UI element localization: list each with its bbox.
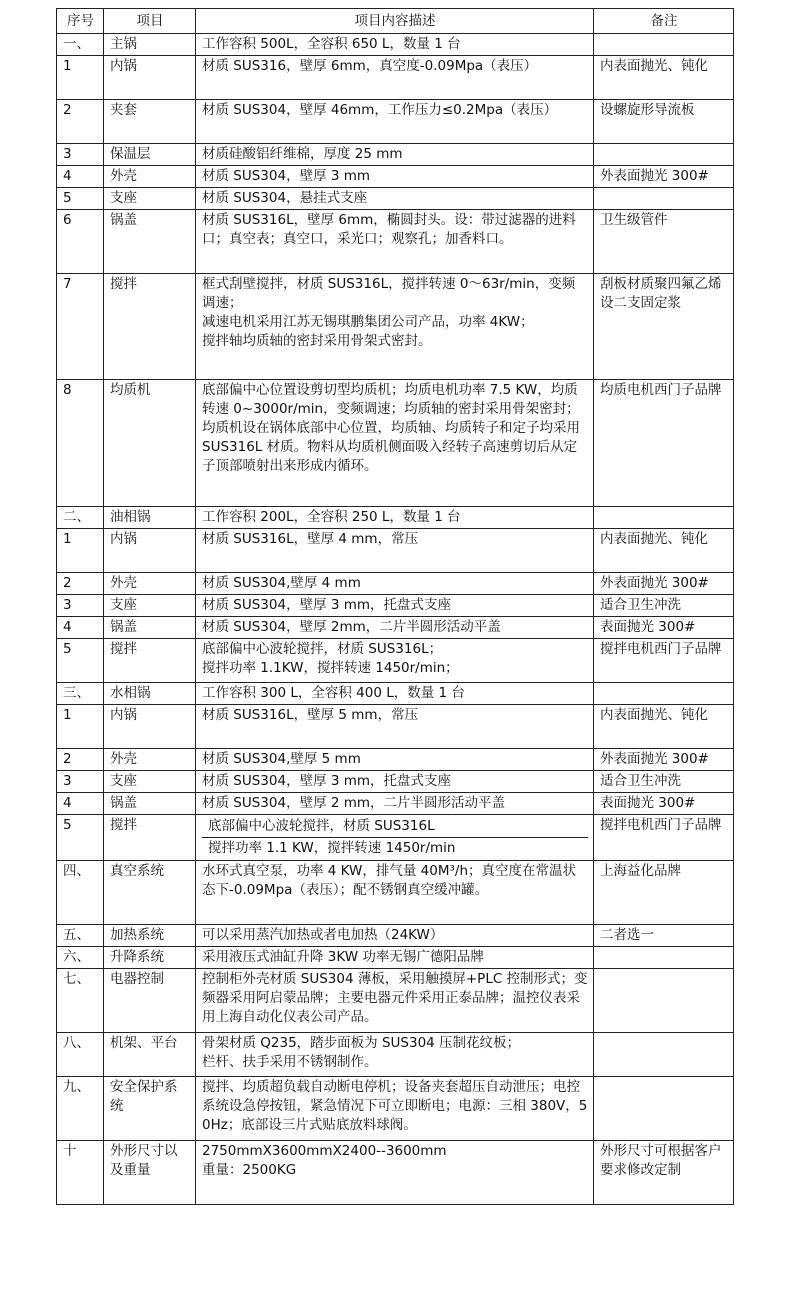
row-note: 卫生级管件: [594, 210, 734, 274]
row-item: 内锅: [104, 56, 196, 100]
row-note: 适合卫生冲洗: [594, 771, 734, 793]
row-description: [196, 529, 594, 573]
description-line: 工作容积 200L，全容积 250 L，数量 1 台: [202, 509, 461, 525]
row-note: [594, 947, 734, 969]
row-description: [196, 639, 594, 683]
description-line: 搅拌功率 1.1KW，搅拌转速 1450r/min；: [202, 660, 459, 676]
row-number: 8: [57, 380, 104, 507]
row-note: 内表面抛光、钝化: [594, 56, 734, 100]
row-item: 外壳: [104, 749, 196, 771]
table-header-row: [57, 9, 734, 34]
row-note: 二者选一: [594, 925, 734, 947]
description-line: 材质 SUS304，壁厚 46mm，工作压力≤0.2Mpa（表压）: [202, 102, 558, 118]
row-item: 搅拌: [104, 274, 196, 380]
table-row: [57, 771, 734, 793]
row-description: [196, 573, 594, 595]
row-note: 均质电机西门子品牌: [594, 380, 734, 507]
table-row: [57, 1033, 734, 1077]
description-line: 2750mmX3600mmX2400--3600mm: [202, 1143, 447, 1159]
row-description: [196, 100, 594, 144]
description-line: 搅拌功率 1.1 KW，搅拌转速 1450r/min: [202, 837, 588, 859]
row-description: [196, 771, 594, 793]
description-line: 控制柜外壳材质 SUS304 薄板，采用触摸屏+PLC 控制形式；变频器采用阿启蒙品牌；主要电器元件采用正泰品牌；温控仪表采用上海自动化仪表公司产品。: [202, 971, 588, 1025]
row-note: [594, 507, 734, 529]
description-line: 材质 SUS304，壁厚 3 mm，托盘式支座: [202, 773, 452, 789]
description-line: 材质 SUS304,壁厚 5 mm: [202, 751, 361, 767]
table-row: [57, 749, 734, 771]
row-number: 5: [57, 188, 104, 210]
row-number: 4: [57, 793, 104, 815]
row-note: [594, 34, 734, 56]
table-row: [57, 1141, 734, 1205]
row-description: [196, 947, 594, 969]
row-number: 二、: [57, 507, 104, 529]
row-number: 4: [57, 166, 104, 188]
row-item: 外壳: [104, 166, 196, 188]
description-line: 框式刮壁搅拌，材质 SUS316L，搅拌转速 0～63r/min，变频调速；: [202, 276, 576, 311]
header-note: 备注: [594, 9, 734, 34]
row-description: [196, 1077, 594, 1141]
row-note: 内表面抛光、钝化: [594, 529, 734, 573]
row-note: 外表面抛光 300#: [594, 573, 734, 595]
row-item: 外壳: [104, 573, 196, 595]
table-row: [57, 683, 734, 705]
row-description: [196, 749, 594, 771]
table-row: [57, 380, 734, 507]
row-description: [196, 815, 594, 861]
row-item: 均质机: [104, 380, 196, 507]
row-item: 锅盖: [104, 210, 196, 274]
description-line: 材质 SUS304，壁厚 3 mm，托盘式支座: [202, 597, 452, 613]
row-item: 外形尺寸以及重量: [104, 1141, 196, 1205]
row-description: [196, 34, 594, 56]
row-note: 表面抛光 300#: [594, 793, 734, 815]
row-item: 支座: [104, 595, 196, 617]
row-number: 3: [57, 771, 104, 793]
table-row: [57, 969, 734, 1033]
row-item: 安全保护系统: [104, 1077, 196, 1141]
table-row: [57, 100, 734, 144]
row-item: 内锅: [104, 529, 196, 573]
description-line: 材质硅酸铝纤维棉，厚度 25 mm: [202, 146, 403, 162]
row-number: 5: [57, 815, 104, 861]
table-row: [57, 617, 734, 639]
row-number: 九、: [57, 1077, 104, 1141]
row-note: 表面抛光 300#: [594, 617, 734, 639]
table-row: [57, 34, 734, 56]
description-line: 工作容积 300 L，全容积 400 L，数量 1 台: [202, 685, 465, 701]
row-note: 设螺旋形导流板: [594, 100, 734, 144]
row-description: [196, 861, 594, 925]
row-item: 加热系统: [104, 925, 196, 947]
description-line: 栏杆、扶手采用不锈钢制作。: [202, 1054, 378, 1070]
row-description: [196, 925, 594, 947]
description-line: 材质 SUS316L，壁厚 4 mm，常压: [202, 531, 419, 547]
table-row: [57, 144, 734, 166]
row-number: 一、: [57, 34, 104, 56]
description-line: 材质 SUS316，壁厚 6mm，真空度-0.09Mpa（表压）: [202, 58, 538, 74]
table-row: [57, 815, 734, 861]
row-note: 外表面抛光 300#: [594, 166, 734, 188]
row-number: 4: [57, 617, 104, 639]
row-item: 夹套: [104, 100, 196, 144]
description-line: 搅拌、均质超负载自动断电停机；设备夹套超压自动泄压；电控系统设急停按钮，紧急情况下可立即断电；电源：三相 380V，50Hz；底部设三片式贴底放料球阀。: [202, 1079, 588, 1133]
table-row: [57, 507, 734, 529]
header-no: 序号: [57, 9, 104, 34]
description-line: 材质 SUS304，壁厚 3 mm: [202, 168, 371, 184]
row-item: 电器控制: [104, 969, 196, 1033]
description-line: 可以采用蒸汽加热或者电加热（24KW）: [202, 927, 444, 943]
table-row: [57, 166, 734, 188]
row-description: [196, 507, 594, 529]
row-number: 五、: [57, 925, 104, 947]
row-item: 内锅: [104, 705, 196, 749]
table-row: [57, 705, 734, 749]
table-row: [57, 274, 734, 380]
row-number: 六、: [57, 947, 104, 969]
row-item: 支座: [104, 771, 196, 793]
row-description: [196, 617, 594, 639]
row-number: 七、: [57, 969, 104, 1033]
row-item: 真空系统: [104, 861, 196, 925]
row-number: 3: [57, 144, 104, 166]
description-line: 材质 SUS304，悬挂式支座: [202, 190, 368, 206]
row-description: [196, 793, 594, 815]
row-note: 外形尺寸可根据客户要求修改定制: [594, 1141, 734, 1205]
description-line: 底部偏中心波轮搅拌，材质 SUS316L；: [202, 641, 443, 657]
row-description: [196, 595, 594, 617]
row-note: [594, 683, 734, 705]
table-row: [57, 595, 734, 617]
row-description: [196, 705, 594, 749]
description-line: 搅拌轴均质轴的密封采用骨架式密封。: [202, 333, 432, 349]
table-row: [57, 210, 734, 274]
row-number: 2: [57, 100, 104, 144]
row-description: [196, 380, 594, 507]
description-line: 骨架材质 Q235，踏步面板为 SUS304 压制花纹板；: [202, 1035, 521, 1051]
description-line: 材质 SUS316L，壁厚 6mm，椭圆封头。设：带过滤器的进料口；真空表；真空口，采光口；观察孔；加香料口。: [202, 212, 576, 247]
row-note: [594, 1077, 734, 1141]
row-note: [594, 1033, 734, 1077]
row-item: 油相锅: [104, 507, 196, 529]
row-note: 内表面抛光、钝化: [594, 705, 734, 749]
row-item: 锅盖: [104, 793, 196, 815]
equipment-spec-table: [56, 8, 734, 1205]
description-line: 材质 SUS304，壁厚 2 mm，二片半圆形活动平盖: [202, 795, 506, 811]
table-body: [57, 34, 734, 1205]
row-description: [196, 1141, 594, 1205]
row-note: 搅拌电机西门子品牌: [594, 639, 734, 683]
description-line: 材质 SUS316L，壁厚 5 mm，常压: [202, 707, 419, 723]
description-line: 材质 SUS304，壁厚 2mm，二片半圆形活动平盖: [202, 619, 501, 635]
row-item: 保温层: [104, 144, 196, 166]
description-line: 采用液压式油缸升降 3KW 功率无锡广德阳品牌: [202, 949, 484, 965]
row-item: 支座: [104, 188, 196, 210]
row-note: 搅拌电机西门子品牌: [594, 815, 734, 861]
header-description: 项目内容描述: [196, 9, 594, 34]
row-description: [196, 188, 594, 210]
row-note: 外表面抛光 300#: [594, 749, 734, 771]
row-number: 1: [57, 529, 104, 573]
row-number: 7: [57, 274, 104, 380]
description-line: 水环式真空泵，功率 4 KW，排气量 40M³/h；真空度在常温状态下-0.09Mpa（表压）；配不锈钢真空缓冲罐。: [202, 863, 577, 898]
row-description: [196, 274, 594, 380]
row-description: [196, 969, 594, 1033]
row-description: [196, 166, 594, 188]
row-note: [594, 969, 734, 1033]
table-row: [57, 573, 734, 595]
table-row: [57, 861, 734, 925]
row-note: [594, 188, 734, 210]
row-item: 升降系统: [104, 947, 196, 969]
row-number: 四、: [57, 861, 104, 925]
table-row: [57, 188, 734, 210]
row-description: [196, 144, 594, 166]
row-item: 锅盖: [104, 617, 196, 639]
table-row: [57, 56, 734, 100]
row-number: 1: [57, 56, 104, 100]
row-description: [196, 683, 594, 705]
description-line: 底部偏中心位置设剪切型均质机；均质电机功率 7.5 KW，均质转速 0~3000r/min，变频调速；均质轴的密封采用骨架密封；均质机设在锅体底部中心位置，均质轴、均质转子和定子均采用 SUS316L 材质。物料从均质机侧面吸入经转子高速剪切后从定子顶部喷射出来形成内循环。: [202, 382, 580, 474]
table-row: [57, 1077, 734, 1141]
table-row: [57, 639, 734, 683]
row-number: 八、: [57, 1033, 104, 1077]
row-item: 水相锅: [104, 683, 196, 705]
row-item: 主锅: [104, 34, 196, 56]
description-line: 重量：2500KG: [202, 1162, 297, 1178]
row-description: [196, 1033, 594, 1077]
row-description: [196, 56, 594, 100]
row-number: 十: [57, 1141, 104, 1205]
row-number: 5: [57, 639, 104, 683]
row-note: 上海益化品牌: [594, 861, 734, 925]
row-item: 搅拌: [104, 815, 196, 861]
row-number: 三、: [57, 683, 104, 705]
table-row: [57, 947, 734, 969]
row-item: 搅拌: [104, 639, 196, 683]
row-number: 6: [57, 210, 104, 274]
table-row: [57, 529, 734, 573]
description-line: 工作容积 500L，全容积 650 L，数量 1 台: [202, 36, 461, 52]
row-number: 2: [57, 749, 104, 771]
row-note: 适合卫生冲洗: [594, 595, 734, 617]
description-line: 减速电机采用江苏无锡琪鹏集团公司产品，功率 4KW；: [202, 314, 534, 330]
row-number: 1: [57, 705, 104, 749]
description-line: 底部偏中心波轮搅拌，材质 SUS316L: [208, 818, 435, 834]
row-item: 机架、平台: [104, 1033, 196, 1077]
table-row: [57, 925, 734, 947]
row-number: 3: [57, 595, 104, 617]
description-line: 材质 SUS304,壁厚 4 mm: [202, 575, 361, 591]
row-description: [196, 210, 594, 274]
row-note: [594, 144, 734, 166]
row-note: 刮板材质聚四氟乙烯 设二支固定浆: [594, 274, 734, 380]
table-row: [57, 793, 734, 815]
header-item: 项目: [104, 9, 196, 34]
row-number: 2: [57, 573, 104, 595]
